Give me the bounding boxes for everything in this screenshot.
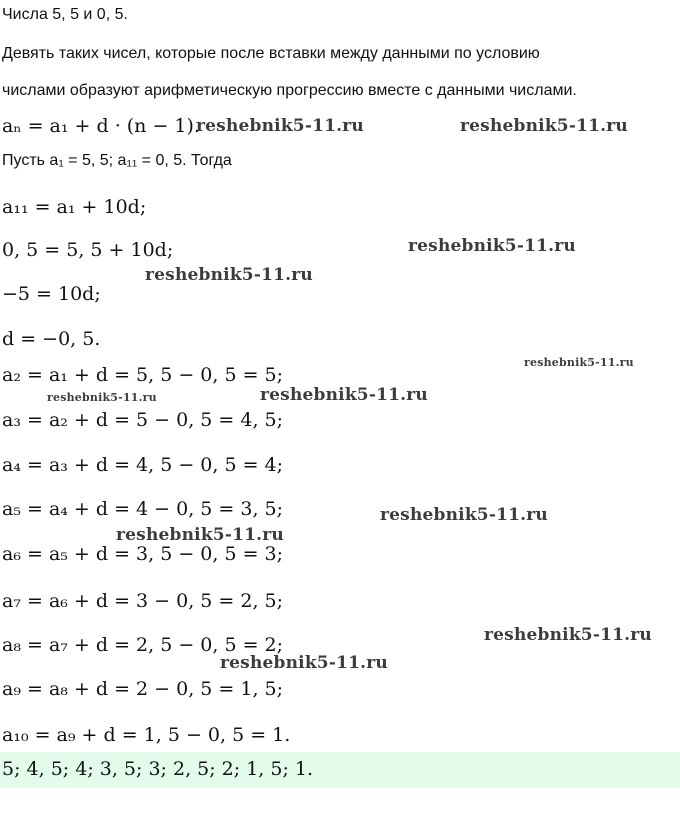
step-5: a₂ = a₁ + d = 5, 5 − 0, 5 = 5; bbox=[2, 364, 284, 386]
answer-text: 5; 4, 5; 4; 3, 5; 3; 2, 5; 2; 1, 5; 1. bbox=[2, 758, 314, 780]
step-7: a₄ = a₃ + d = 4, 5 − 0, 5 = 4; bbox=[2, 454, 284, 476]
watermark: reshebnik5-11.ru bbox=[145, 265, 313, 285]
step-3: −5 = 10d; bbox=[2, 283, 101, 305]
watermark: reshebnik5-11.ru bbox=[460, 116, 628, 136]
step-1: a₁₁ = a₁ + 10d; bbox=[2, 196, 147, 218]
step-4: d = −0, 5. bbox=[2, 328, 101, 350]
step-12: a₉ = a₈ + d = 2 − 0, 5 = 1, 5; bbox=[2, 678, 284, 700]
answer-box bbox=[0, 752, 680, 788]
formula-line: aₙ = a₁ + d · (n − 1). bbox=[2, 115, 200, 137]
step-13: a₁₀ = a₉ + d = 1, 5 − 0, 5 = 1. bbox=[2, 724, 291, 746]
watermark: reshebnik5-11.ru bbox=[484, 625, 652, 645]
watermark: reshebnik5-11.ru bbox=[408, 236, 576, 256]
watermark: reshebnik5-11.ru bbox=[260, 385, 428, 405]
intro-line: Числа 5, 5 и 0, 5. bbox=[2, 6, 128, 23]
step-9: a₆ = a₅ + d = 3, 5 − 0, 5 = 3; bbox=[2, 543, 284, 565]
task-line-2: числами образуют арифметическую прогрессию вместе с данными числами. bbox=[2, 82, 577, 99]
watermark: reshebnik5-11.ru bbox=[116, 525, 284, 545]
task-line-1: Девять таких чисел, которые после вставки между данными по условию bbox=[2, 45, 540, 62]
step-10: a₇ = a₆ + d = 3 − 0, 5 = 2, 5; bbox=[2, 590, 284, 612]
given-line: Пусть a₁ = 5, 5; a₁₁ = 0, 5. Тогда bbox=[2, 152, 232, 169]
watermark: reshebnik5-11.ru bbox=[220, 653, 388, 673]
watermark: reshebnik5-11.ru bbox=[524, 356, 634, 369]
watermark: reshebnik5-11.ru bbox=[196, 116, 364, 136]
step-2: 0, 5 = 5, 5 + 10d; bbox=[2, 239, 174, 261]
step-6: a₃ = a₂ + d = 5 − 0, 5 = 4, 5; bbox=[2, 409, 284, 431]
step-8: a₅ = a₄ + d = 4 − 0, 5 = 3, 5; bbox=[2, 498, 284, 520]
watermark: reshebnik5-11.ru bbox=[380, 505, 548, 525]
watermark: reshebnik5-11.ru bbox=[47, 391, 157, 404]
step-11: a₈ = a₇ + d = 2, 5 − 0, 5 = 2; bbox=[2, 634, 284, 656]
